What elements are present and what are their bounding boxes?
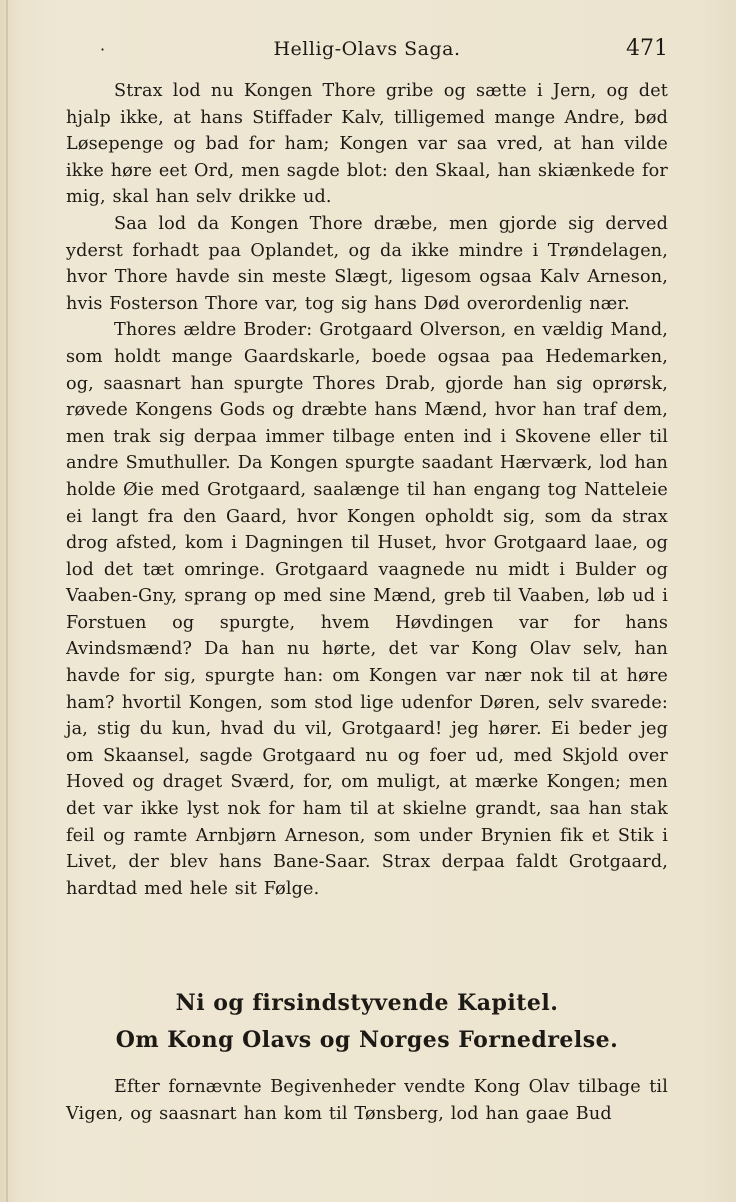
paragraph: Efter fornævnte Begivenheder vendte Kong Olav tilbage til Vigen, og saasnart han kom til Tønsberg, lod han gaae Bud	[66, 1077, 668, 1124]
chapter-text	[66, 1074, 668, 1127]
paragraph: Strax lod nu Kongen Thore gribe og sætte i Jern, og det hjalp ikke, at hans Stiffader Kalv, tilligemed mange Andre, bød Løsepenge og bad for ham; Kongen var saa vred, at han vilde ikke høre eet Ord, men sagde blot: den Skaal, han skiænkede for mig, skal han selv drikke ud.	[66, 81, 668, 208]
chapter-heading	[66, 986, 668, 1058]
chapter-number: Ni og firsindstyvende Kapitel.	[175, 990, 559, 1016]
running-head-marker: ·	[100, 40, 106, 59]
page-gutter-line	[6, 0, 8, 1202]
running-head-title: Hellig-Olavs Saga.	[273, 38, 461, 60]
paragraph: Saa lod da Kongen Thore dræbe, men gjorde sig derved yderst forhadt paa Oplandet, og da ikke mindre i Trøndelagen, hvor Thore havde sin meste Slægt, ligesom ogsaa Kalv Arneson, hvis Fosterson Thore var, tog sig hans Død overordenlig nær.	[66, 213, 668, 314]
paragraph: Thores ældre Broder: Grotgaard Olverson, en vældig Mand, som holdt mange Gaardskarle, boede ogsaa paa Hedemarken, og, saasnart han spurgte Thores Drab, gjorde han sig oprørsk, røvede Kongens Gods og dræbte hans Mænd, hvor han traf dem, men trak sig derpaa immer tilbage enten ind i Skovene eller til andre Smuthuller. Da Kongen spurgte saadant Hærværk, lod han holde Øie med Grotgaard, saalænge til han engang tog Natteleie ei langt fra den Gaard, hvor Kongen opholdt sig, som da strax drog afsted, kom i Dagningen til Huset, hvor Grotgaard laae, og lod det tæt omringe. Grotgaard vaagnede nu midt i Bulder og Vaaben-Gny, sprang op med sine Mænd, greb til Vaaben, løb ud i Forstuen og spurgte, hvem Høvdingen var for hans Avindsmænd? Da han nu hørte, det var Kong Olav selv, han havde for sig, spurgte han: om Kongen var nær nok til at høre ham? hvortil Kongen, som stod lige udenfor Døren, selv svarede: ja, stig du kun, hvad du vil, Grotgaard! jeg hører. Ei beder jeg om Skaansel, sagde Grotgaard nu og foer ud, med Skjold over Hoved og draget Sværd, for, om muligt, at mærke Kongen; men det var ikke lyst nok for ham til at skielne grandt, saa han stak feil og ramte Arnbjørn Arneson, som under Brynien fik et Stik i Livet, der blev hans Bane-Saar. Strax derpaa faldt Grotgaard, hardtad med hele sit Følge.	[66, 320, 668, 899]
page-number: 471	[626, 36, 668, 61]
chapter-title: Om Kong Olavs og Norges Fornedrelse.	[115, 1027, 619, 1053]
running-head	[66, 36, 668, 66]
main-text	[66, 78, 668, 902]
